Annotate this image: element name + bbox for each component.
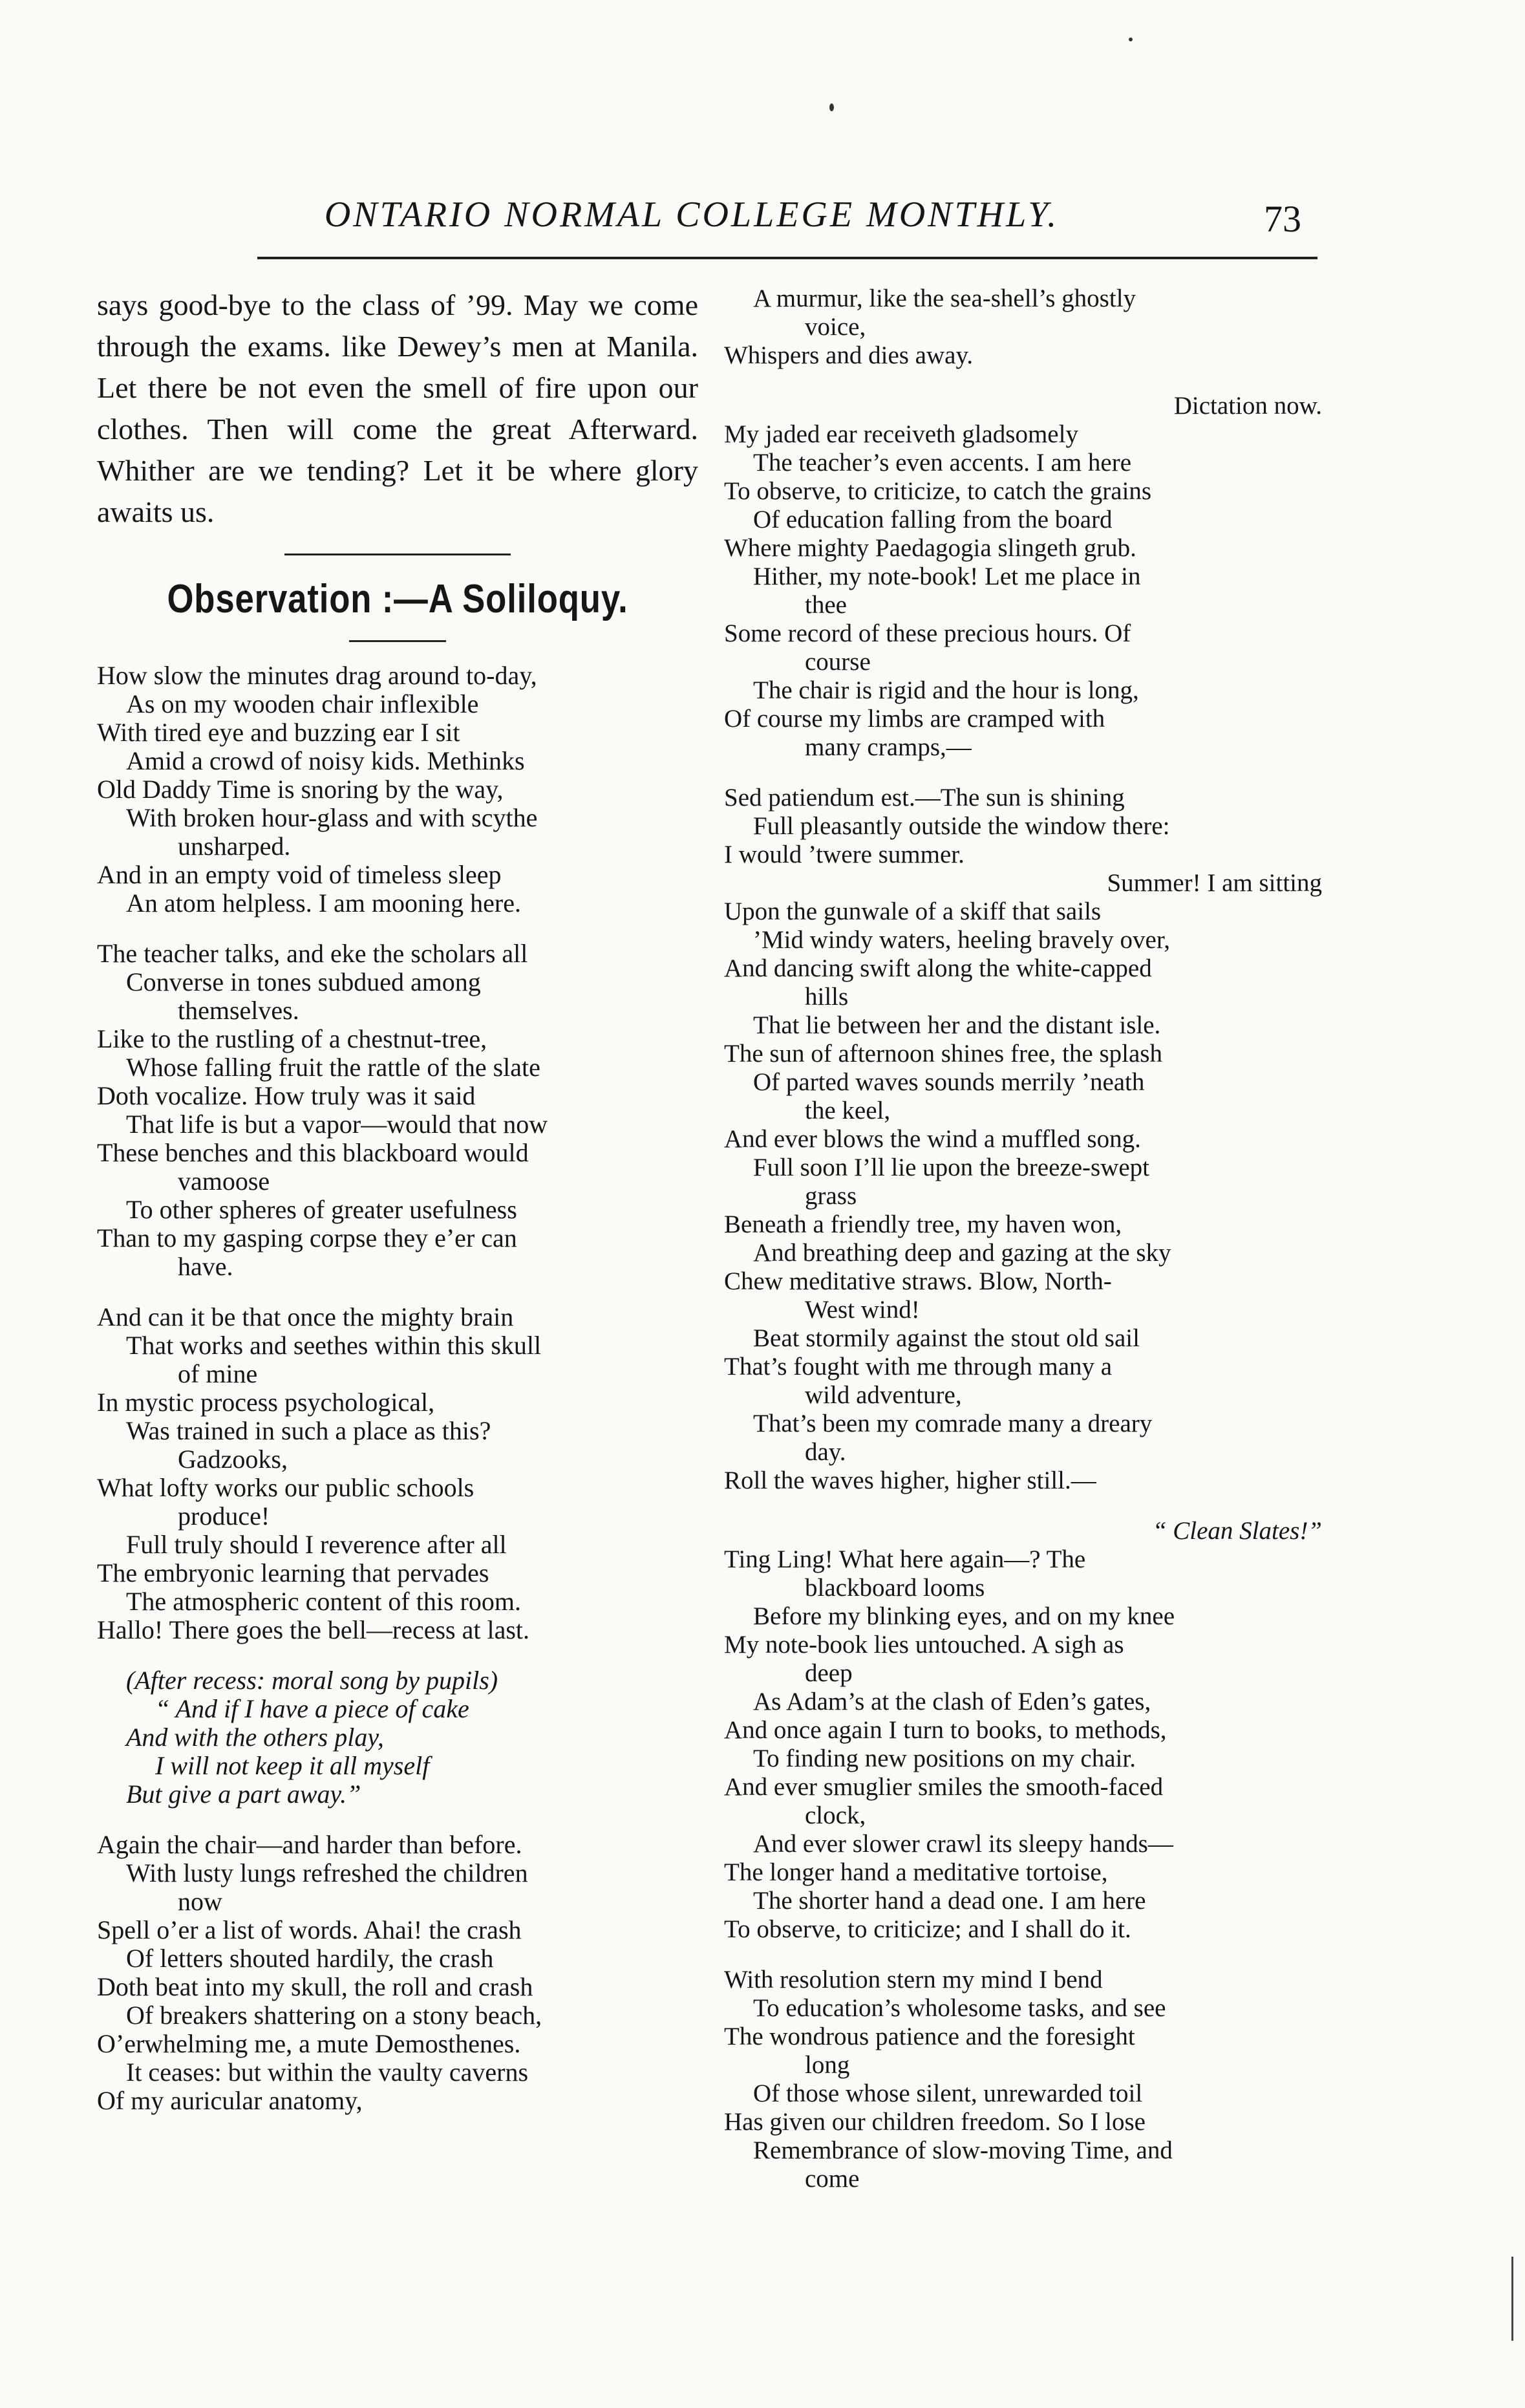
stanza xyxy=(97,1831,698,2115)
stanza xyxy=(97,940,698,1281)
verse-line: My note-book lies untouched. A sigh as xyxy=(724,1631,1124,1659)
verse-line: Spell o’er a list of words. Ahai! the crash xyxy=(97,1915,522,1944)
verse-line: Roll the waves higher, higher still.— xyxy=(724,1467,1096,1494)
verse-line: Sed patiendum est.—The sun is shining xyxy=(724,784,1125,812)
verse-line: Upon the gunwale of a skiff that sails xyxy=(724,898,1102,925)
verse-line: of mine xyxy=(178,1359,258,1388)
title-underline xyxy=(349,640,446,642)
verse-line: Of letters shouted hardily, the crash xyxy=(126,1944,494,1973)
verse-line: Again the chair—and harder than before. xyxy=(97,1830,522,1859)
stanza xyxy=(97,1303,698,1644)
verse-line: Dictation now. xyxy=(1173,392,1322,420)
verse-line: That lie between her and the distant isle. xyxy=(753,1011,1161,1039)
verse-line: thee xyxy=(805,591,847,619)
verse-line: grass xyxy=(805,1182,857,1210)
page-number: 73 xyxy=(1264,198,1301,240)
verse-line: Beat stormily against the stout old sail xyxy=(753,1324,1140,1352)
verse-line: And ever smuglier smiles the smooth-faced xyxy=(724,1773,1164,1801)
verse-line: And ever blows the wind a muffled song. xyxy=(724,1125,1141,1153)
ink-speck xyxy=(829,103,834,111)
verse-line: Hallo! There goes the bell—recess at last. xyxy=(97,1615,530,1644)
verse-line: Of my auricular anatomy, xyxy=(97,2086,363,2115)
verse-line: “ And if I have a piece of cake xyxy=(155,1694,469,1723)
verse-line: unsharped. xyxy=(178,832,291,861)
verse-line: the keel, xyxy=(805,1097,891,1124)
verse-line: A murmur, like the sea-shell’s ghostly xyxy=(753,285,1136,312)
verse-line: And breathing deep and gazing at the sky xyxy=(753,1239,1171,1267)
verse-line: wild adventure, xyxy=(805,1381,962,1409)
stanza xyxy=(97,1666,698,1809)
verse-line: And dancing swift along the white-capped xyxy=(724,954,1152,982)
verse-line: “ Clean Slates!” xyxy=(1152,1517,1322,1545)
verse-line: Than to my gasping corpse they e’er can xyxy=(97,1223,517,1252)
verse-line: Has given our children freedom. So I lose xyxy=(724,2108,1146,2136)
verse-line: The teacher talks, and eke the scholars all xyxy=(97,939,528,968)
stanza xyxy=(724,392,1322,762)
verse-line: Doth vocalize. How truly was it said xyxy=(97,1081,476,1110)
page-edge-mark xyxy=(1511,2257,1513,2341)
verse-line: West wind! xyxy=(805,1296,920,1324)
verse-line: Of breakers shattering on a stony beach, xyxy=(126,2001,542,2030)
verse-line: With broken hour-glass and with scythe xyxy=(126,803,538,832)
verse-line: With tired eye and buzzing ear I sit xyxy=(97,718,460,747)
verse-line: Chew meditative straws. Blow, North- xyxy=(724,1267,1112,1295)
verse-line: The embryonic learning that pervades xyxy=(97,1558,489,1587)
verse-line: O’erwhelming me, a mute Demosthenes. xyxy=(97,2029,521,2058)
verse-line: How slow the minutes drag around to-day, xyxy=(97,661,537,690)
verse-line: Amid a crowd of noisy kids. Methinks xyxy=(126,746,525,775)
verse-line: voice, xyxy=(805,313,866,341)
verse-line: many cramps,— xyxy=(805,733,972,761)
verse-line: In mystic process psychological, xyxy=(97,1388,435,1417)
verse-line: Full soon I’ll lie upon the breeze-swept xyxy=(753,1154,1150,1181)
verse-line: To observe, to criticize; and I shall do it. xyxy=(724,1915,1131,1943)
verse-line: To other spheres of greater usefulness xyxy=(126,1195,517,1224)
verse-line: And once again I turn to books, to methods, xyxy=(724,1716,1167,1744)
verse-line: Was trained in such a place as this? xyxy=(126,1416,491,1445)
verse-line: The wondrous patience and the foresight xyxy=(724,2023,1135,2050)
verse-line: And can it be that once the mighty brain xyxy=(97,1302,514,1331)
verse-line: Of education falling from the board xyxy=(753,506,1113,533)
verse-line: That works and seethes within this skull xyxy=(126,1331,542,1360)
poem-title: Observation :—A Soliloquy. xyxy=(167,577,628,621)
verse-line: The shorter hand a dead one. I am here xyxy=(753,1887,1146,1915)
verse-line: Summer! I am sitting xyxy=(1107,869,1322,897)
verse-line: To finding new positions on my chair. xyxy=(753,1745,1136,1772)
verse-line: Full truly should I reverence after all xyxy=(126,1530,507,1559)
verse-line: Hither, my note-book! Let me place in xyxy=(753,563,1141,590)
verse-line: What lofty works our public schools xyxy=(97,1473,475,1502)
verse-line: Old Daddy Time is snoring by the way, xyxy=(97,775,504,804)
verse-line: Remembrance of slow-moving Time, and xyxy=(753,2136,1173,2164)
verse-line: My jaded ear receiveth gladsomely xyxy=(724,420,1078,448)
verse-line: That life is but a vapor—would that now xyxy=(126,1110,548,1139)
verse-line: The sun of afternoon shines free, the splash xyxy=(724,1040,1162,1068)
verse-line: (After recess: moral song by pupils) xyxy=(126,1666,498,1695)
poem-right-stanzas xyxy=(724,285,1322,2193)
verse-line: ’Mid windy waters, heeling bravely over, xyxy=(753,926,1171,954)
verse-line: As on my wooden chair inflexible xyxy=(126,689,479,718)
right-column xyxy=(724,285,1322,2215)
verse-line: come xyxy=(805,2165,860,2193)
verse-line: Doth beat into my skull, the roll and crash xyxy=(97,1972,533,2001)
verse-line: long xyxy=(805,2051,850,2079)
section-divider xyxy=(284,554,511,555)
verse-line: Of parted waves sounds merrily ’neath xyxy=(753,1068,1145,1096)
verse-line: And in an empty void of timeless sleep xyxy=(97,860,502,889)
running-title: ONTARIO NORMAL COLLEGE MONTHLY. xyxy=(324,195,1060,235)
verse-line: The teacher’s even accents. I am here xyxy=(753,449,1132,477)
verse-line: Full pleasantly outside the window there: xyxy=(753,812,1170,840)
verse-line: produce! xyxy=(178,1501,270,1531)
poem-left-stanzas xyxy=(97,661,698,2115)
stanza xyxy=(724,784,1322,1495)
verse-line: Converse in tones subdued among xyxy=(126,967,481,996)
verse-line: To observe, to criticize, to catch the grains xyxy=(724,477,1152,505)
verse-line: Of those whose silent, unrewarded toil xyxy=(753,2080,1143,2107)
verse-line: And ever slower crawl its sleepy hands— xyxy=(753,1830,1173,1858)
stanza xyxy=(724,1966,1322,2193)
verse-line: blackboard looms xyxy=(805,1574,985,1602)
verse-line: clock, xyxy=(805,1801,866,1829)
verse-line: As Adam’s at the clash of Eden’s gates, xyxy=(753,1688,1151,1715)
verse-line: But give a part away.” xyxy=(126,1779,361,1809)
verse-line: deep xyxy=(805,1659,853,1687)
verse-line: That’s fought with me through many a xyxy=(724,1353,1113,1381)
verse-line: hills xyxy=(805,983,849,1011)
closing-paragraph: says good-bye to the class of ’99. May we come through the exams. like Dewey’s men at Manila. Let there be not even the smell of fire upon our clothes. Then will come the great Afterward. Whither are we tending? Let it be where glory awaits us. xyxy=(97,288,698,528)
header-rule xyxy=(257,257,1317,259)
verse-line: It ceases: but within the vaulty caverns xyxy=(126,2058,529,2087)
verse-line: themselves. xyxy=(178,996,299,1025)
verse-line: vamoose xyxy=(178,1166,270,1196)
verse-line: These benches and this blackboard would xyxy=(97,1138,529,1167)
left-column xyxy=(97,285,698,2137)
stanza xyxy=(724,1517,1322,1944)
verse-line: To education’s wholesome tasks, and see xyxy=(753,1994,1166,2022)
verse-line: Beneath a friendly tree, my haven won, xyxy=(724,1210,1122,1238)
ink-speck xyxy=(1129,38,1133,41)
verse-line: Whose falling fruit the rattle of the slate xyxy=(126,1053,540,1082)
verse-line: Some record of these precious hours. Of xyxy=(724,619,1131,647)
verse-line: now xyxy=(178,1887,222,1916)
verse-line: day. xyxy=(805,1438,846,1466)
stanza xyxy=(97,661,698,918)
verse-line: Where mighty Paedagogia slingeth grub. xyxy=(724,534,1136,562)
stanza xyxy=(724,285,1322,370)
verse-line: And with the others play, xyxy=(126,1723,384,1752)
verse-line: I would ’twere summer. xyxy=(724,841,965,868)
verse-line: The longer hand a meditative tortoise, xyxy=(724,1858,1108,1886)
verse-line: Like to the rustling of a chestnut-tree, xyxy=(97,1024,487,1053)
verse-line: Before my blinking eyes, and on my knee xyxy=(753,1602,1175,1630)
verse-line: An atom helpless. I am mooning here. xyxy=(126,888,521,918)
verse-line: With resolution stern my mind I bend xyxy=(724,1966,1103,1994)
verse-line: Gadzooks, xyxy=(178,1445,288,1474)
verse-line: have. xyxy=(178,1252,233,1281)
verse-line: The chair is rigid and the hour is long, xyxy=(753,676,1139,704)
verse-line: I will not keep it all myself xyxy=(155,1751,430,1780)
verse-line: The atmospheric content of this room. xyxy=(126,1587,521,1616)
verse-line: That’s been my comrade many a dreary xyxy=(753,1410,1153,1437)
verse-line: Of course my limbs are cramped with xyxy=(724,705,1105,733)
verse-line: With lusty lungs refreshed the children xyxy=(126,1858,528,1887)
verse-line: Whispers and dies away. xyxy=(724,341,974,369)
verse-line: Ting Ling! What here again—? The xyxy=(724,1545,1086,1573)
verse-line: course xyxy=(805,648,871,676)
